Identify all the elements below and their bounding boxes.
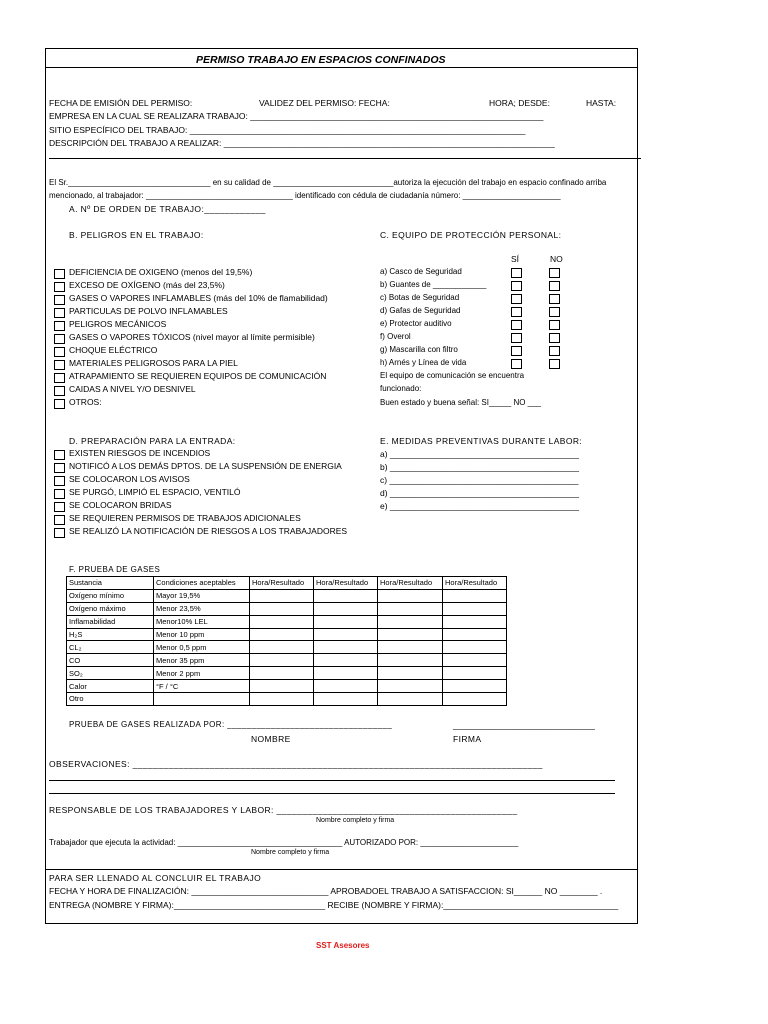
hazard-checkbox[interactable]	[54, 269, 65, 279]
finalization-field[interactable]: FECHA Y HORA DE FINALIZACIÓN: _____________________________ APROBADOEL TRABAJO A SATISFACCION: SI______ NO ________ .	[49, 886, 603, 896]
substance-cell: Oxígeno mínimo	[67, 589, 154, 602]
hazard-label: OTROS:	[69, 397, 102, 407]
result-cell[interactable]	[378, 628, 443, 641]
result-cell[interactable]	[443, 602, 507, 615]
comm-status-field[interactable]: Buen estado y buena señal: SI_____ NO ___	[380, 398, 542, 407]
result-cell[interactable]	[378, 654, 443, 667]
substance-cell: Inflamabilidad	[67, 615, 154, 628]
ppe-label: c) Botas de Seguridad	[380, 293, 460, 302]
empresa-field[interactable]: EMPRESA EN LA CUAL SE REALIZARA TRABAJO: ______________________________________________________________	[49, 111, 544, 121]
observations-field[interactable]: OBSERVACIONES: ________________________________________________________________________________	[49, 759, 543, 769]
hazard-label: GASES O VAPORES INFLAMABLES (más del 10% de flamabilidad)	[69, 293, 328, 303]
result-cell[interactable]	[250, 628, 314, 641]
table-row	[67, 667, 507, 680]
table-row	[67, 654, 507, 667]
hazards-heading: B. PELIGROS EN EL TRABAJO:	[69, 230, 204, 240]
result-cell[interactable]	[314, 680, 378, 693]
ppe-no-checkbox[interactable]	[549, 346, 560, 356]
result-cell[interactable]	[443, 589, 507, 602]
condition-cell: Menor 0,5 ppm	[154, 641, 250, 654]
descripcion-field[interactable]: DESCRIPCIÓN DEL TRABAJO A REALIZAR: ______________________________________________________________________	[49, 138, 555, 148]
hazard-checkbox[interactable]	[54, 399, 65, 409]
gas-column-header: Hora/Resultado	[250, 577, 314, 590]
hazard-label: DEFICIENCIA DE OXIGENO (menos del 19,5%)	[69, 267, 253, 277]
table-row	[67, 589, 507, 602]
hazard-checkbox[interactable]	[54, 334, 65, 344]
result-cell[interactable]	[378, 602, 443, 615]
ppe-label: a) Casco de Seguridad	[380, 267, 462, 276]
ppe-yes-checkbox[interactable]	[511, 294, 522, 304]
worker-authorized-field[interactable]: Trabajador que ejecuta la actividad: _____________________________________ AUTORIZADO POR: ______________________	[49, 838, 519, 847]
gas-test-table	[66, 576, 507, 706]
comm-line-2: funcionado:	[380, 384, 422, 393]
firma-caption: FIRMA	[453, 734, 482, 744]
table-row	[67, 693, 507, 706]
substance-cell: CO	[67, 654, 154, 667]
prep-checkbox[interactable]	[54, 502, 65, 512]
authorization-line-1[interactable]: El Sr.________________________________ en su calidad de ___________________________autoriza la ejecución del trabajo en espacio confinado arriba	[49, 178, 607, 187]
ppe-yes-checkbox[interactable]	[511, 268, 522, 278]
substance-cell: Otro	[67, 693, 154, 706]
ppe-no-checkbox[interactable]	[549, 268, 560, 278]
hazard-label: PELIGROS MECÁNICOS	[69, 319, 167, 329]
prep-label: SE PURGÓ, LIMPIÓ EL ESPACIO, VENTILÓ	[69, 487, 241, 497]
ppe-yes-checkbox[interactable]	[511, 346, 522, 356]
condition-cell	[154, 693, 250, 706]
table-row	[67, 680, 507, 693]
substance-cell: SO₂	[67, 667, 154, 680]
result-cell[interactable]	[250, 615, 314, 628]
result-cell[interactable]	[250, 680, 314, 693]
measure-field[interactable]: d) ________________________________________	[380, 488, 580, 498]
hazard-label: CAIDAS A NIVEL Y/O DESNIVEL	[69, 384, 196, 394]
gas-column-header: Hora/Resultado	[314, 577, 378, 590]
result-cell[interactable]	[314, 693, 378, 706]
preparation-heading: D. PREPARACIÓN PARA LA ENTRADA:	[69, 436, 236, 446]
substance-cell: CL₂	[67, 641, 154, 654]
condition-cell: °F / °C	[154, 680, 250, 693]
ppe-label: e) Protector auditivo	[380, 319, 452, 328]
ppe-yes-checkbox[interactable]	[511, 333, 522, 343]
hazard-label: ATRAPAMIENTO SE REQUIEREN EQUIPOS DE COMUNICACIÓN	[69, 371, 327, 381]
prep-checkbox[interactable]	[54, 528, 65, 538]
worker-caption: Nombre completo y firma	[251, 849, 330, 856]
hasta-label: HASTA:	[586, 98, 617, 108]
result-cell[interactable]	[314, 641, 378, 654]
result-cell[interactable]	[314, 628, 378, 641]
substance-cell: H₂S	[67, 628, 154, 641]
prep-checkbox[interactable]	[54, 476, 65, 486]
gas-test-heading: F. PRUEBA DE GASES	[69, 565, 161, 574]
prep-label: NOTIFICÓ A LOS DEMÁS DPTOS. DE LA SUSPENSIÓN DE ENERGIA	[69, 461, 342, 471]
result-cell[interactable]	[443, 615, 507, 628]
hazard-label: CHOQUE ELÉCTRICO	[69, 345, 158, 355]
ppe-label: g) Mascarilla con filtro	[380, 345, 458, 354]
prep-checkbox[interactable]	[54, 489, 65, 499]
descripcion-extra-line[interactable]	[49, 158, 641, 159]
comm-line-1: El equipo de comunicación se encuentra	[380, 371, 525, 380]
substance-cell: Oxígeno máximo	[67, 602, 154, 615]
condition-cell: Menor 23,5%	[154, 602, 250, 615]
measure-field[interactable]: e) ________________________________________	[380, 501, 580, 511]
result-cell[interactable]	[378, 615, 443, 628]
hora-desde-label: HORA; DESDE:	[489, 98, 550, 108]
ppe-no-checkbox[interactable]	[549, 307, 560, 317]
table-row	[67, 641, 507, 654]
hazard-label: MATERIALES PELIGROSOS PARA LA PIEL	[69, 358, 238, 368]
result-cell[interactable]	[250, 602, 314, 615]
ppe-no-header: NO	[550, 254, 563, 264]
result-cell[interactable]	[378, 641, 443, 654]
measure-field[interactable]: c) ________________________________________	[380, 475, 579, 485]
closing-divider	[46, 869, 637, 870]
hazard-label: PARTICULAS DE POLVO INFLAMABLES	[69, 306, 228, 316]
table-row	[67, 602, 507, 615]
footer-brand: SST Asesores	[316, 941, 370, 950]
result-cell[interactable]	[314, 654, 378, 667]
result-cell[interactable]	[250, 693, 314, 706]
condition-cell: Menor 10 ppm	[154, 628, 250, 641]
prep-label: SE COLOCARON LOS AVISOS	[69, 474, 190, 484]
hazard-checkbox[interactable]	[54, 308, 65, 318]
prep-label: SE REQUIEREN PERMISOS DE TRABAJOS ADICIONALES	[69, 513, 301, 523]
result-cell[interactable]	[443, 667, 507, 680]
gas-column-header: Sustancia	[67, 577, 154, 590]
table-row	[67, 628, 507, 641]
condition-cell: Menor 2 ppm	[154, 667, 250, 680]
fecha-emision-label: FECHA DE EMISIÓN DEL PERMISO:	[49, 98, 193, 108]
gas-test-performed-by-field[interactable]: PRUEBA DE GASES REALIZADA POR: __________________________________	[69, 720, 393, 729]
result-cell[interactable]	[250, 589, 314, 602]
measure-field[interactable]: a) ________________________________________	[380, 449, 580, 459]
ppe-no-checkbox[interactable]	[549, 281, 560, 291]
closing-heading: PARA SER LLENADO AL CONCLUIR EL TRABAJO	[49, 873, 262, 883]
hazard-checkbox[interactable]	[54, 321, 65, 331]
ppe-label: f) Overol	[380, 332, 411, 341]
condition-cell: Menor10% LEL	[154, 615, 250, 628]
result-cell[interactable]	[250, 654, 314, 667]
result-cell[interactable]	[443, 680, 507, 693]
gas-column-header: Condiciones aceptables	[154, 577, 250, 590]
hazard-checkbox[interactable]	[54, 282, 65, 292]
hazard-label: GASES O VAPORES TÓXICOS (nivel mayor al límite permisible)	[69, 332, 315, 342]
ppe-yes-header: SÍ	[511, 254, 520, 264]
ppe-label: h) Arnés y Línea de vida	[380, 358, 467, 367]
gas-column-header: Hora/Resultado	[443, 577, 507, 590]
measures-heading: E. MEDIDAS PREVENTIVAS DURANTE LABOR:	[380, 436, 583, 446]
responsible-caption: Nombre completo y firma	[316, 817, 395, 824]
result-cell[interactable]	[378, 680, 443, 693]
result-cell[interactable]	[378, 693, 443, 706]
result-cell[interactable]	[443, 641, 507, 654]
ppe-heading: C. EQUIPO DE PROTECCIÓN PERSONAL:	[380, 230, 562, 240]
condition-cell: Mayor 19,5%	[154, 589, 250, 602]
ppe-no-checkbox[interactable]	[549, 320, 560, 330]
gas-table-header-row	[67, 577, 507, 590]
result-cell[interactable]	[443, 654, 507, 667]
hazard-checkbox[interactable]	[54, 295, 65, 305]
ppe-label[interactable]: b) Guantes de ____________	[380, 280, 487, 289]
result-cell[interactable]	[314, 602, 378, 615]
prep-checkbox[interactable]	[54, 463, 65, 473]
ppe-yes-checkbox[interactable]	[511, 320, 522, 330]
result-cell[interactable]	[250, 641, 314, 654]
ppe-yes-checkbox[interactable]	[511, 359, 522, 369]
result-cell[interactable]	[314, 615, 378, 628]
observations-line[interactable]	[49, 793, 615, 794]
hazard-checkbox[interactable]	[54, 386, 65, 396]
prep-label: EXISTEN RIESGOS DE INCENDIOS	[69, 448, 211, 458]
substance-cell: Calor	[67, 680, 154, 693]
condition-cell: Menor 35 ppm	[154, 654, 250, 667]
result-cell[interactable]	[443, 693, 507, 706]
prep-label: SE COLOCARON BRIDAS	[69, 500, 172, 510]
sitio-field[interactable]: SITIO ESPECÍFICO DEL TRABAJO: _______________________________________________________________________	[49, 125, 526, 135]
measure-field[interactable]: b) ________________________________________	[380, 462, 580, 472]
gas-column-header: Hora/Resultado	[378, 577, 443, 590]
prep-checkbox[interactable]	[54, 450, 65, 460]
ppe-yes-checkbox[interactable]	[511, 281, 522, 291]
hazard-label: EXCESO DE OXÍGENO (más del 23,5%)	[69, 280, 225, 290]
delivery-field[interactable]: ENTREGA (NOMBRE Y FIRMA):________________________________ RECIBE (NOMBRE Y FIRMA):_____________________________________	[49, 900, 619, 910]
result-cell[interactable]	[250, 667, 314, 680]
hazard-checkbox[interactable]	[54, 373, 65, 383]
gas-test-signature-field[interactable]: ______________________________	[453, 720, 595, 730]
hazard-checkbox[interactable]	[54, 347, 65, 357]
ppe-yes-checkbox[interactable]	[511, 307, 522, 317]
ppe-no-checkbox[interactable]	[549, 333, 560, 343]
result-cell[interactable]	[378, 667, 443, 680]
result-cell[interactable]	[378, 589, 443, 602]
title-divider	[46, 67, 637, 68]
result-cell[interactable]	[314, 589, 378, 602]
responsible-field[interactable]: RESPONSABLE DE LOS TRABAJADORES Y LABOR: _______________________________________________	[49, 805, 518, 815]
authorization-line-2[interactable]: mencionado, al trabajador: _________________________________ identificado con cédula de ciudadanía número: ______________________	[49, 191, 561, 200]
hazard-checkbox[interactable]	[54, 360, 65, 370]
ppe-label: d) Gafas de Seguridad	[380, 306, 461, 315]
ppe-no-checkbox[interactable]	[549, 359, 560, 369]
result-cell[interactable]	[443, 628, 507, 641]
prep-checkbox[interactable]	[54, 515, 65, 525]
validez-label: VALIDEZ DEL PERMISO: FECHA:	[259, 98, 390, 108]
prep-label: SE REALIZÓ LA NOTIFICACIÓN DE RIESGOS A LOS TRABAJADORES	[69, 526, 348, 536]
result-cell[interactable]	[314, 667, 378, 680]
order-number-field[interactable]: A. Nº DE ORDEN DE TRABAJO:____________	[69, 204, 266, 214]
nombre-caption: NOMBRE	[251, 734, 291, 744]
table-row	[67, 615, 507, 628]
observations-line[interactable]	[49, 780, 615, 781]
form-title: PERMISO TRABAJO EN ESPACIOS CONFINADOS	[196, 54, 446, 66]
ppe-no-checkbox[interactable]	[549, 294, 560, 304]
